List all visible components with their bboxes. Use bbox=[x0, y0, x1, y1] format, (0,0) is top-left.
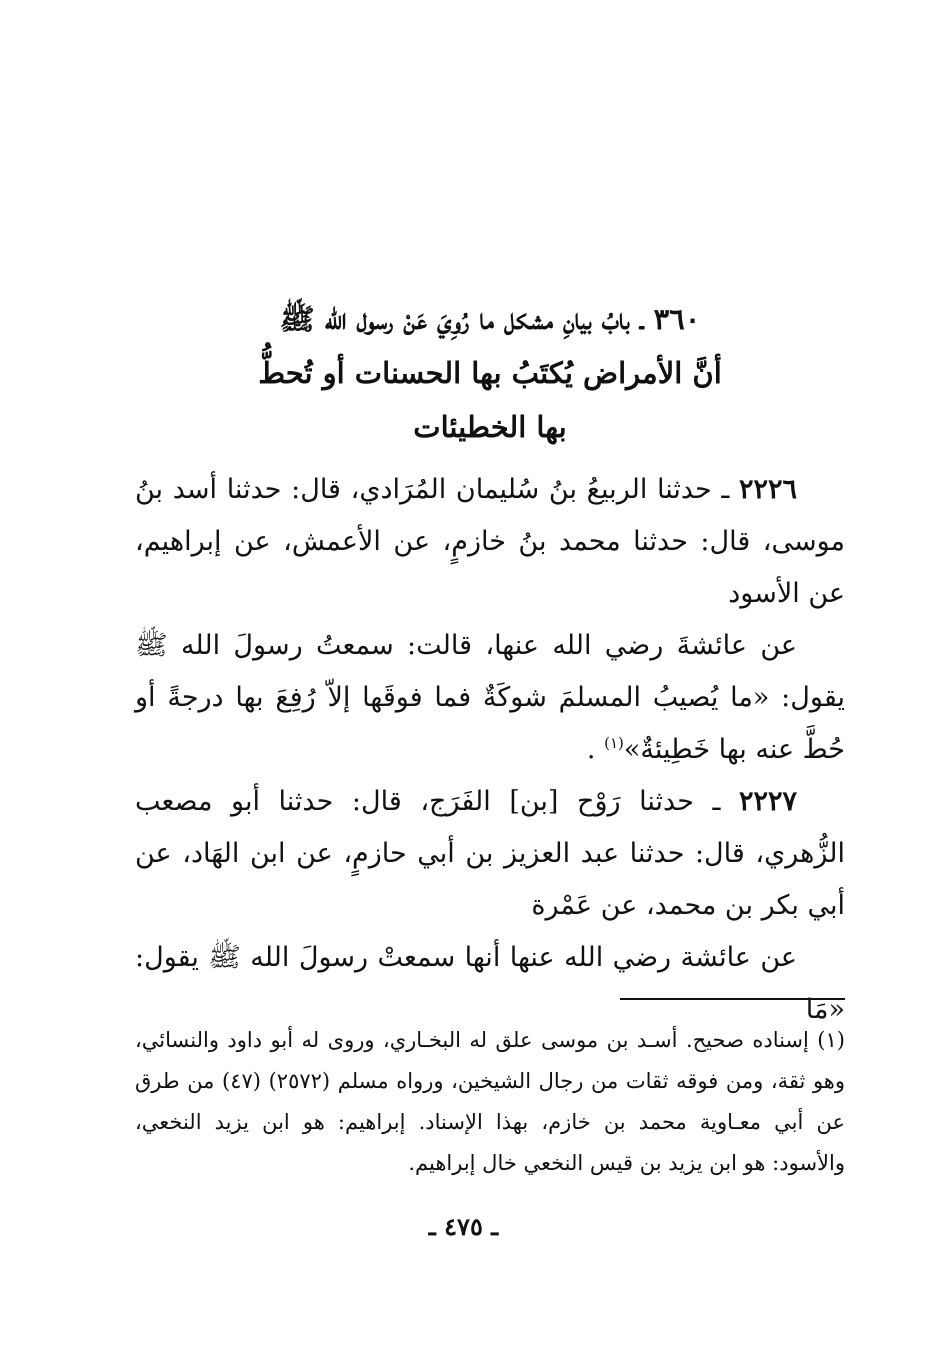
hadith-text-end: . bbox=[586, 734, 605, 765]
hadith-number: ٢٢٢٧ bbox=[738, 786, 797, 817]
hadith-2226-isnad bbox=[135, 464, 845, 620]
chapter-heading bbox=[135, 292, 845, 454]
hadith-chain-text: ـ حدثنا رَوْح [بن] الفَرَج، قال: حدثنا أبو مصعب الزُّهري، قال: حدثنا عبد العزيز بن أبي حازمٍ، عن ابن الهَاد، عن أبي بكر بن محمد، عن عَمْرة bbox=[135, 786, 845, 921]
chapter-title-line-1: ٣٦٠ ـ بابُ بيانِ مشكل ما رُوِيَ عَنْ رسول الله ﷺ bbox=[279, 302, 701, 336]
footnotes bbox=[135, 1020, 845, 1184]
chapter-title-line-3: بها الخطيئات bbox=[413, 410, 567, 444]
hadith-2227-isnad bbox=[135, 776, 845, 932]
page-number: ـ ٤٧٥ ـ bbox=[428, 1212, 499, 1241]
hadith-text: عن عائشةَ رضي الله عنها، قالت: سمعتُ رسولَ الله ﷺ يقول: «ما يُصيبُ المسلمَ شوكَةٌ فما فوقَها إلاّ رُفِعَ بها درجةً أو حُطَّ عنه بها خَطِيئةٌ» bbox=[135, 630, 845, 765]
hadith-text: عن عائشة رضي الله عنها أنها سمعتْ رسولَ الله ﷺ يقول: «مَا bbox=[135, 942, 845, 1025]
footnote-separator bbox=[620, 998, 845, 1000]
hadith-number: ٢٢٢٦ bbox=[738, 474, 797, 505]
chapter-title-line-2: أنَّ الأمراض يُكتَبُ بها الحسنات أو تُحطُّ bbox=[258, 356, 722, 390]
hadith-chain-text: ـ حدثنا الربيعُ بنُ سُليمان المُرَادي، قال: حدثنا أسد بنُ موسى، قال: حدثنا محمد بنُ خازمٍ، عن الأعمش، عن إبراهيم، عن الأسود bbox=[135, 474, 845, 609]
footnote-reference[interactable]: (١) bbox=[604, 734, 624, 752]
footnote-1: (١) إسناده صحيح. أسـد بن موسى علق له البخـاري، وروى له أبو داود والنسائي، وهو ثقة، ومن فوقه ثقات من رجال الشيخين، ورواه مسلم (٢٥٧٢) (٤٧) من طرق عن أبي معـاوية محمد بن خازم، بهذا الإسناد. إبراهيم: هو ابن يزيد النخعي، والأسود: هو ابن يزيد بن قيس النخعي خال إبراهيم. bbox=[135, 1028, 846, 1175]
hadith-2226-matn bbox=[135, 620, 845, 776]
